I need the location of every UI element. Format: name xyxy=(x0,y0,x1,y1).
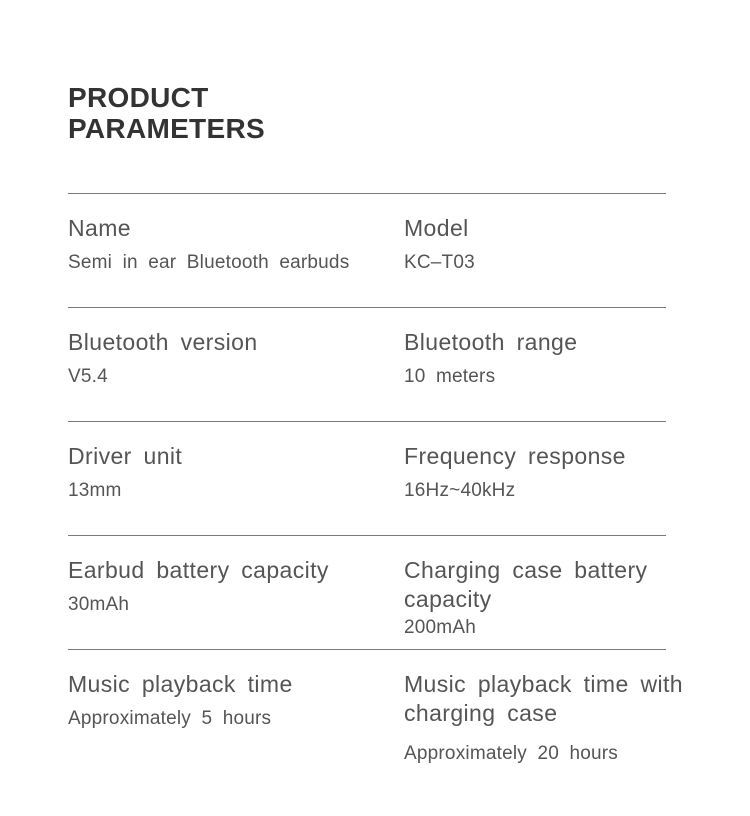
param-value: V5.4 xyxy=(68,366,108,387)
param-label: Frequency response xyxy=(404,443,626,469)
param-value: KC–T03 xyxy=(404,252,475,273)
param-label: Music playback time xyxy=(68,671,293,697)
row-divider xyxy=(68,193,666,194)
param-value: 13mm xyxy=(68,480,122,501)
param-playback-time xyxy=(68,670,388,731)
param-label: Name xyxy=(68,215,131,241)
page-title xyxy=(68,82,265,144)
title-line-1: PRODUCT xyxy=(68,82,209,113)
param-earbud-battery xyxy=(68,556,388,617)
param-label: Model xyxy=(404,215,469,241)
row-divider xyxy=(68,421,666,422)
param-frequency-response xyxy=(404,442,714,503)
param-value: 200mAh xyxy=(404,617,476,638)
param-label: Driver unit xyxy=(68,443,183,469)
param-value: Approximately 20 hours xyxy=(404,743,619,764)
param-value: Approximately 5 hours xyxy=(68,708,272,729)
row-divider xyxy=(68,535,666,536)
param-value: 16Hz~40kHz xyxy=(404,480,516,501)
row-divider xyxy=(68,649,666,650)
param-label: Bluetooth version xyxy=(68,329,258,355)
param-model xyxy=(404,214,714,275)
param-value: 10 meters xyxy=(404,366,496,387)
param-label: Bluetooth range xyxy=(404,329,578,355)
param-driver-unit xyxy=(68,442,388,503)
param-name xyxy=(68,214,388,275)
param-label: Charging case battery capacity xyxy=(404,557,648,612)
param-value: Semi in ear Bluetooth earbuds xyxy=(68,252,350,273)
param-bluetooth-range xyxy=(404,328,714,389)
row-divider xyxy=(68,307,666,308)
param-playback-time-with-case xyxy=(404,670,724,766)
param-label: Earbud battery capacity xyxy=(68,557,329,583)
title-line-2: PARAMETERS xyxy=(68,113,265,144)
param-value: 30mAh xyxy=(68,594,130,615)
param-case-battery xyxy=(404,556,674,640)
param-label: Music playback time with charging case xyxy=(404,671,683,726)
param-bluetooth-version xyxy=(68,328,388,389)
